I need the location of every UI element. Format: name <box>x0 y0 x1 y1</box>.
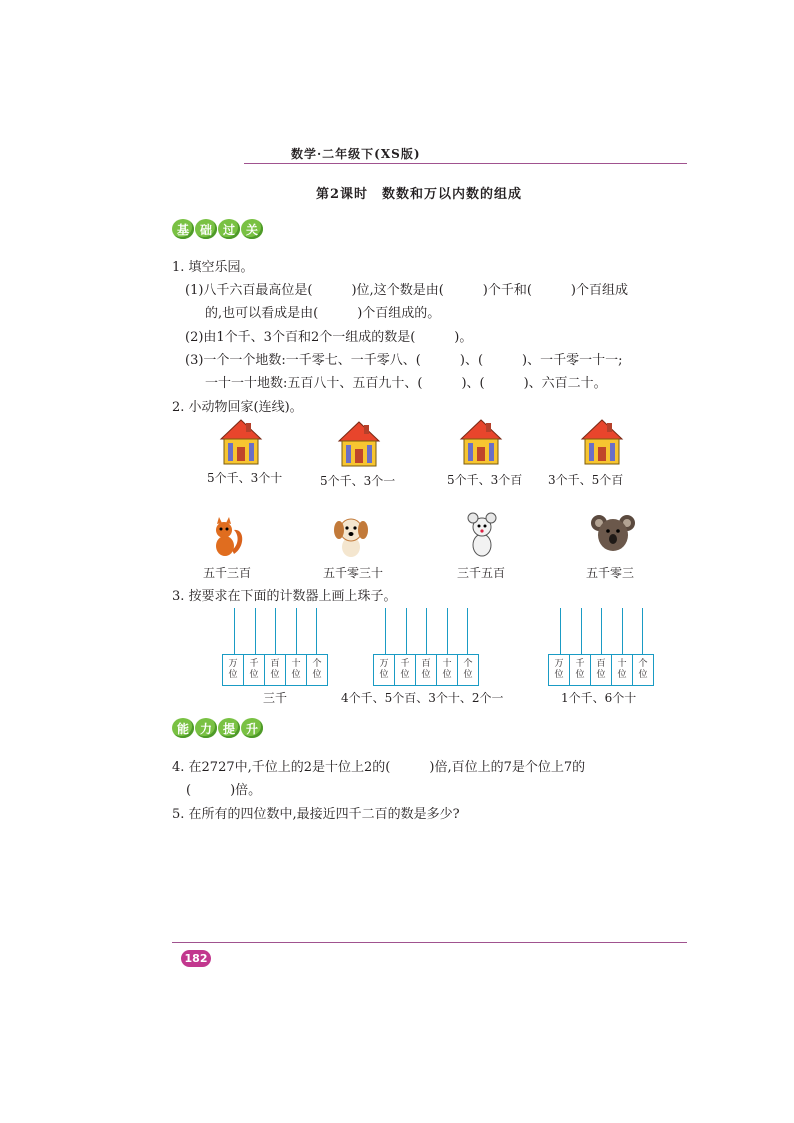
q1-line2: 的,也可以看成是由( )个百组成的。 <box>205 306 441 321</box>
header-rule <box>244 163 687 164</box>
mouse-icon <box>464 512 500 558</box>
puppy-icon <box>331 514 371 558</box>
place-cell: 百 位 <box>265 655 286 685</box>
place-cell: 个 位 <box>312 659 322 680</box>
section-badge-basics <box>172 219 263 239</box>
abacus-place-box <box>373 654 479 686</box>
abacus-place-box <box>548 654 654 686</box>
q1-line3: (2)由1个千、3个百和2个一组成的数是( )。 <box>185 330 473 345</box>
house-icon <box>456 417 506 467</box>
place-cell: 十 位 <box>286 655 307 685</box>
section-badge-advanced <box>172 718 263 738</box>
animal-label: 三千五百 <box>457 566 506 580</box>
q4-line2: ( )倍。 <box>186 783 262 798</box>
abacus-rod <box>642 608 643 654</box>
q1-line4: (3)一个一个地数:一千零七、一千零八、( )、( )、一千零一十一; <box>185 353 623 368</box>
abacus-rod <box>622 608 623 654</box>
abacus-rod <box>447 608 448 654</box>
page-header: 数学·二年级下(XS版) <box>291 147 421 161</box>
counter-abacus <box>373 608 479 680</box>
house-icon <box>216 417 266 467</box>
q1-line1: (1)八千六百最高位是( )位,这个数是由( )个千和( )个百组成 <box>185 283 628 298</box>
abacus-rod <box>275 608 276 654</box>
abacus-rod <box>601 608 602 654</box>
place-cell: 万 位 <box>374 655 395 685</box>
squirrel-icon <box>208 516 246 558</box>
badge-char: 础 <box>195 219 217 239</box>
badge-char: 基 <box>172 219 194 239</box>
abacus-rod <box>426 608 427 654</box>
abacus-caption: 1个千、6个十 <box>561 691 637 705</box>
badge-char: 提 <box>218 718 240 738</box>
place-cell: 十 位 <box>437 655 458 685</box>
badge-char: 升 <box>241 718 263 738</box>
q1-line5: 一十一十地数:五百八十、五百九十、( )、( )、六百二十。 <box>205 376 607 391</box>
q5-text: 5. 在所有的四位数中,最接近四千二百的数是多少? <box>172 807 460 822</box>
animal-label: 五千零三十 <box>323 566 384 580</box>
abacus-rod <box>406 608 407 654</box>
abacus-caption: 三千 <box>263 691 288 705</box>
abacus-rod <box>296 608 297 654</box>
koala-icon <box>590 511 636 555</box>
badge-char: 力 <box>195 718 217 738</box>
place-cell: 十 位 <box>612 655 633 685</box>
q3-title: 3. 按要求在下面的计数器上画上珠子。 <box>172 589 397 604</box>
q4-line1: 4. 在2727中,千位上的2是十位上2的( )倍,百位上的7是个位上7的 <box>172 760 586 775</box>
abacus-rod <box>255 608 256 654</box>
house-label: 5个千、3个百 <box>447 473 523 487</box>
animal-label: 五千三百 <box>203 566 252 580</box>
abacus-rod <box>316 608 317 654</box>
q1-title: 1. 填空乐园。 <box>172 260 254 275</box>
page-number: 182 <box>181 950 211 967</box>
counter-abacus <box>548 608 654 680</box>
footer-rule <box>172 942 687 943</box>
house-icon <box>577 417 627 467</box>
abacus-rod <box>581 608 582 654</box>
house-icon <box>334 419 384 469</box>
place-cell: 万 位 <box>549 655 570 685</box>
abacus-rod <box>234 608 235 654</box>
place-cell: 千 位 <box>395 655 416 685</box>
place-cell: 百 位 <box>591 655 612 685</box>
place-cell: 千 位 <box>244 655 265 685</box>
abacus-place-box <box>222 654 328 686</box>
house-label: 3个千、5个百 <box>548 473 624 487</box>
badge-char: 能 <box>172 718 194 738</box>
q2-title: 2. 小动物回家(连线)。 <box>172 400 303 415</box>
abacus-rod <box>385 608 386 654</box>
abacus-caption: 4个千、5个百、3个十、2个一 <box>341 691 504 705</box>
place-cell: 百 位 <box>416 655 437 685</box>
counter-abacus <box>222 608 328 680</box>
abacus-rod <box>560 608 561 654</box>
badge-char: 关 <box>241 219 263 239</box>
abacus-rod <box>467 608 468 654</box>
badge-char: 过 <box>218 219 240 239</box>
place-cell: 千 位 <box>570 655 591 685</box>
animal-label: 五千零三 <box>586 566 635 580</box>
place-cell: 个 位 <box>638 659 648 680</box>
place-cell: 个 位 <box>463 659 473 680</box>
house-label: 5个千、3个一 <box>320 474 396 488</box>
house-label: 5个千、3个十 <box>207 471 283 485</box>
lesson-title: 第2课时 数数和万以内数的组成 <box>316 187 523 202</box>
place-cell: 万 位 <box>223 655 244 685</box>
